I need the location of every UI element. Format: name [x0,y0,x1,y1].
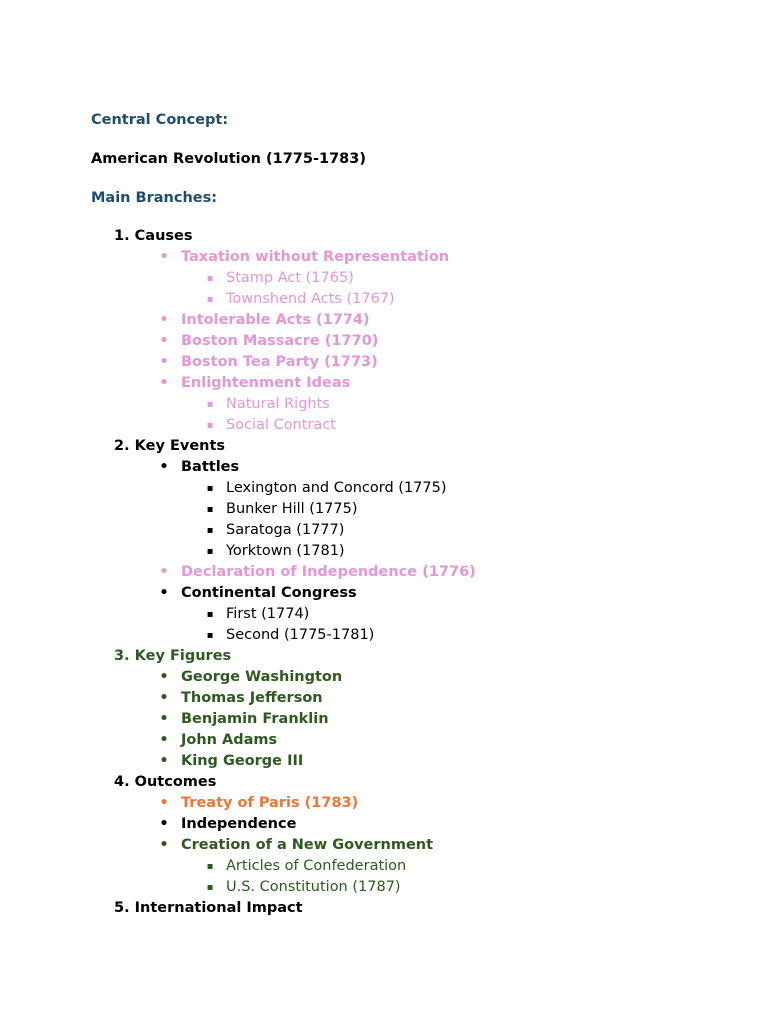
list-subitem-label: Lexington and Concord (1775) [226,480,447,496]
bullet-icon: • [159,732,169,748]
list-item [159,373,728,394]
list-item-label: Declaration of Independence (1776) [181,564,476,580]
list-subitem-label: Second (1775-1781) [226,627,375,643]
list-item-label: Intolerable Acts (1774) [181,312,370,328]
bullet-icon: • [159,837,169,853]
bullet-icon: • [159,459,169,475]
list-item [159,688,728,709]
square-bullet-icon: ▪ [206,273,214,284]
list-item-label: Thomas Jefferson [181,690,323,706]
central-concept-title: American Revolution (1775-1783) [91,151,366,167]
list-subitem [206,877,728,898]
square-bullet-icon: ▪ [206,609,214,620]
list-item [159,310,728,331]
bullet-icon: • [159,312,169,328]
list-item [159,247,728,268]
bullet-icon: • [159,375,169,391]
branch-international-impact: 5. International Impact [114,900,303,916]
square-bullet-icon: ▪ [206,546,214,557]
bullet-icon: • [159,249,169,265]
bullet-icon: • [159,711,169,727]
list-item-label: Treaty of Paris (1783) [181,795,359,811]
bullet-icon: • [159,669,169,685]
list-subitem-label: Yorktown (1781) [226,543,345,559]
list-item [159,709,728,730]
document-page [91,110,728,919]
list-item [159,562,728,583]
list-item [159,835,728,856]
branch-outcomes: 4. Outcomes [114,774,217,790]
list-subitem-label: Natural Rights [226,396,330,412]
branch-key-events: 2. Key Events [114,438,226,454]
bullet-icon: • [159,564,169,580]
list-subitem [206,289,728,310]
square-bullet-icon: ▪ [206,399,214,410]
square-bullet-icon: ▪ [206,420,214,431]
branch-key-figures: 3. Key Figures [114,648,232,664]
list-subitem-label: Bunker Hill (1775) [226,501,358,517]
list-item-label: Battles [181,459,240,475]
main-branches-heading: Main Branches: [91,190,218,206]
list-item [159,793,728,814]
branch-causes: 1. Causes [114,228,193,244]
list-item [159,352,728,373]
bullet-icon: • [159,585,169,601]
list-subitem [206,625,728,646]
list-item-label: Taxation without Representation [181,249,450,265]
bullet-icon: • [159,816,169,832]
list-subitem [206,541,728,562]
list-subitem-label: Saratoga (1777) [226,522,345,538]
bullet-icon: • [159,690,169,706]
square-bullet-icon: ▪ [206,294,214,305]
branch-list [91,226,728,919]
list-item-label: Benjamin Franklin [181,711,329,727]
list-item [159,583,728,604]
list-subitem-label: U.S. Constitution (1787) [226,879,401,895]
bullet-icon: • [159,333,169,349]
list-subitem [206,499,728,520]
list-item [159,730,728,751]
bullet-icon: • [159,753,169,769]
square-bullet-icon: ▪ [206,630,214,641]
list-subitem [206,478,728,499]
list-item-label: George Washington [181,669,343,685]
list-item-label: King George III [181,753,304,769]
list-subitem-label: Articles of Confederation [226,858,407,874]
list-subitem [206,856,728,877]
list-item-label: Independence [181,816,297,832]
list-item-label: John Adams [181,732,278,748]
list-item-label: Creation of a New Government [181,837,434,853]
list-item [159,457,728,478]
list-item-label: Continental Congress [181,585,357,601]
list-subitem [206,394,728,415]
list-subitem [206,520,728,541]
list-subitem-label: Stamp Act (1765) [226,270,354,286]
list-subitem [206,268,728,289]
list-subitem-label: Townshend Acts (1767) [226,291,395,307]
square-bullet-icon: ▪ [206,504,214,515]
square-bullet-icon: ▪ [206,861,214,872]
list-item-label: Boston Massacre (1770) [181,333,379,349]
square-bullet-icon: ▪ [206,525,214,536]
list-subitem-label: First (1774) [226,606,310,622]
list-subitem [206,604,728,625]
list-item [159,667,728,688]
list-item-label: Boston Tea Party (1773) [181,354,378,370]
central-concept-heading: Central Concept: [91,112,229,128]
list-subitem-label: Social Contract [226,417,336,433]
bullet-icon: • [159,795,169,811]
list-item [159,814,728,835]
square-bullet-icon: ▪ [206,882,214,893]
bullet-icon: • [159,354,169,370]
list-item [159,751,728,772]
list-item-label: Enlightenment Ideas [181,375,351,391]
list-subitem [206,415,728,436]
list-item [159,331,728,352]
square-bullet-icon: ▪ [206,483,214,494]
